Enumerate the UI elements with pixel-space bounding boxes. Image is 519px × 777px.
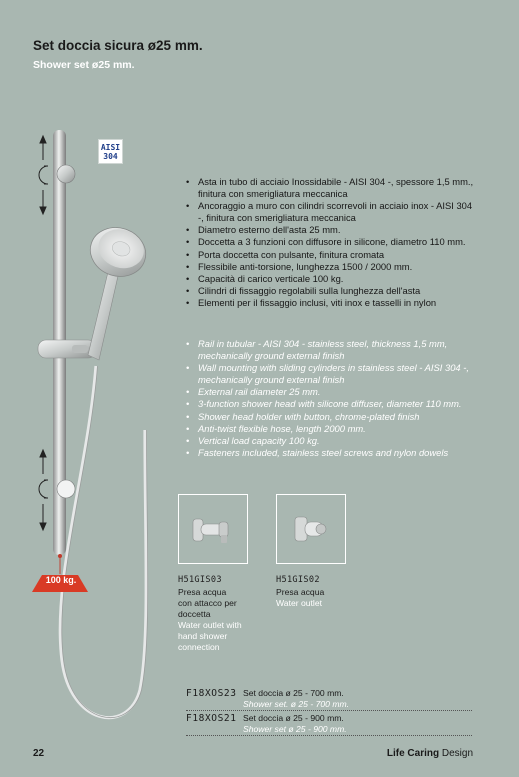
water-outlet-icon bbox=[277, 495, 345, 563]
accessory-desc-it-line: con attacco per bbox=[178, 598, 237, 608]
adjust-arrows-top bbox=[40, 136, 46, 214]
accessory-desc-en-line: hand shower bbox=[178, 631, 228, 641]
feature-it: • Flessibile anti-torsione, lunghezza 1500 / 2000 mm. bbox=[186, 261, 476, 273]
order-desc-it: Set doccia ø 25 - 900 mm. bbox=[243, 713, 344, 723]
accessory-desc-it bbox=[178, 587, 237, 620]
shower-set-illustration bbox=[0, 120, 180, 740]
order-desc-it: Set doccia ø 25 - 700 mm. bbox=[243, 688, 344, 698]
accessory-desc-it-line: Presa acqua bbox=[178, 587, 227, 597]
feature-it: • Elementi per il fissaggio inclusi, viti inox e tasselli in nylon bbox=[186, 297, 476, 309]
accessory-desc-en bbox=[178, 620, 242, 653]
accessory-desc-it: Presa acqua bbox=[276, 587, 325, 597]
feature-it: • Ancoraggio a muro con cilindri scorrevoli in acciaio inox - AISI 304 -, finitura con smerigliatura meccanica bbox=[186, 200, 476, 224]
feature-en: • Vertical load capacity 100 kg. bbox=[186, 435, 476, 447]
shower-head-holder bbox=[38, 340, 96, 358]
load-badge-label: 100 kg. bbox=[45, 575, 77, 585]
accessory-desc-it-line: doccetta bbox=[178, 609, 211, 619]
adjust-arrows-bottom bbox=[40, 450, 46, 530]
aisi-304-badge bbox=[98, 139, 123, 164]
aisi-badge-line2: 304 bbox=[103, 152, 118, 161]
feature-en: • 3-function shower head with silicone diffuser, diameter 110 mm. bbox=[186, 398, 476, 410]
feature-it: • Diametro esterno dell'asta 25 mm. bbox=[186, 224, 476, 236]
features-italian bbox=[186, 176, 476, 309]
order-desc-en: Shower set. ø 25 - 700 mm. bbox=[243, 699, 350, 709]
water-outlet-with-connection-icon bbox=[179, 495, 247, 563]
aisi-badge-line1: AISI bbox=[100, 143, 121, 152]
feature-en: • Shower head holder with button, chrome-plated finish bbox=[186, 411, 476, 423]
accessory-desc-en: Water outlet bbox=[276, 598, 323, 608]
feature-it: • Cilindri di fissaggio regolabili sulla lunghezza dell'asta bbox=[186, 285, 476, 297]
flexible-hose bbox=[60, 366, 146, 718]
accessory-code: H51GIS02 bbox=[276, 575, 320, 585]
accessory-desc-en-line: Water outlet with bbox=[178, 620, 242, 630]
order-code: F18XOS21 bbox=[186, 713, 237, 724]
page-number: 22 bbox=[33, 748, 45, 759]
brand-regular: Design bbox=[439, 748, 473, 759]
shower-handle bbox=[88, 272, 118, 360]
feature-en: • External rail diameter 25 mm. bbox=[186, 386, 476, 398]
accessory-image-water-outlet bbox=[276, 494, 346, 564]
brand-bold: Life Caring bbox=[386, 748, 440, 759]
feature-en: • Wall mounting with sliding cylinders in stainless steel - AISI 304 -, mechanically ground external finish bbox=[186, 362, 476, 386]
order-row bbox=[186, 688, 472, 711]
feature-it: • Porta doccetta con pulsante, finitura cromata bbox=[186, 249, 476, 261]
accessory-desc-en-line: connection bbox=[178, 642, 220, 652]
accessory-image-water-outlet-connection bbox=[178, 494, 248, 564]
load-indicator bbox=[32, 554, 88, 592]
accessory-code: H51GIS03 bbox=[178, 575, 222, 585]
feature-en: • Rail in tubular - AISI 304 - stainless steel, thickness 1,5 mm, mechanically ground external finish bbox=[186, 338, 476, 362]
feature-en: • Fasteners included, stainless steel screws and nylon dowels bbox=[186, 447, 476, 459]
brand-name bbox=[387, 748, 473, 759]
features-english bbox=[186, 338, 476, 459]
page-title: Set doccia sicura ø25 mm. bbox=[33, 38, 203, 53]
order-desc-en: Shower set ø 25 - 900 mm. bbox=[243, 724, 347, 734]
page-subtitle: Shower set ø25 mm. bbox=[33, 59, 135, 71]
feature-it: • Doccetta a 3 funzioni con diffusore in silicone, diametro 110 mm. bbox=[186, 236, 476, 248]
order-code: F18XOS23 bbox=[186, 688, 237, 699]
shower-head bbox=[84, 221, 152, 284]
order-row bbox=[186, 713, 472, 736]
feature-it: • Asta in tubo di acciaio Inossidabile - AISI 304 -, spessore 1,5 mm., finitura con smerigliatura meccanica bbox=[186, 176, 476, 200]
feature-en: • Anti-twist flexible hose, length 2000 mm. bbox=[186, 423, 476, 435]
feature-it: • Capacità di carico verticale 100 kg. bbox=[186, 273, 476, 285]
